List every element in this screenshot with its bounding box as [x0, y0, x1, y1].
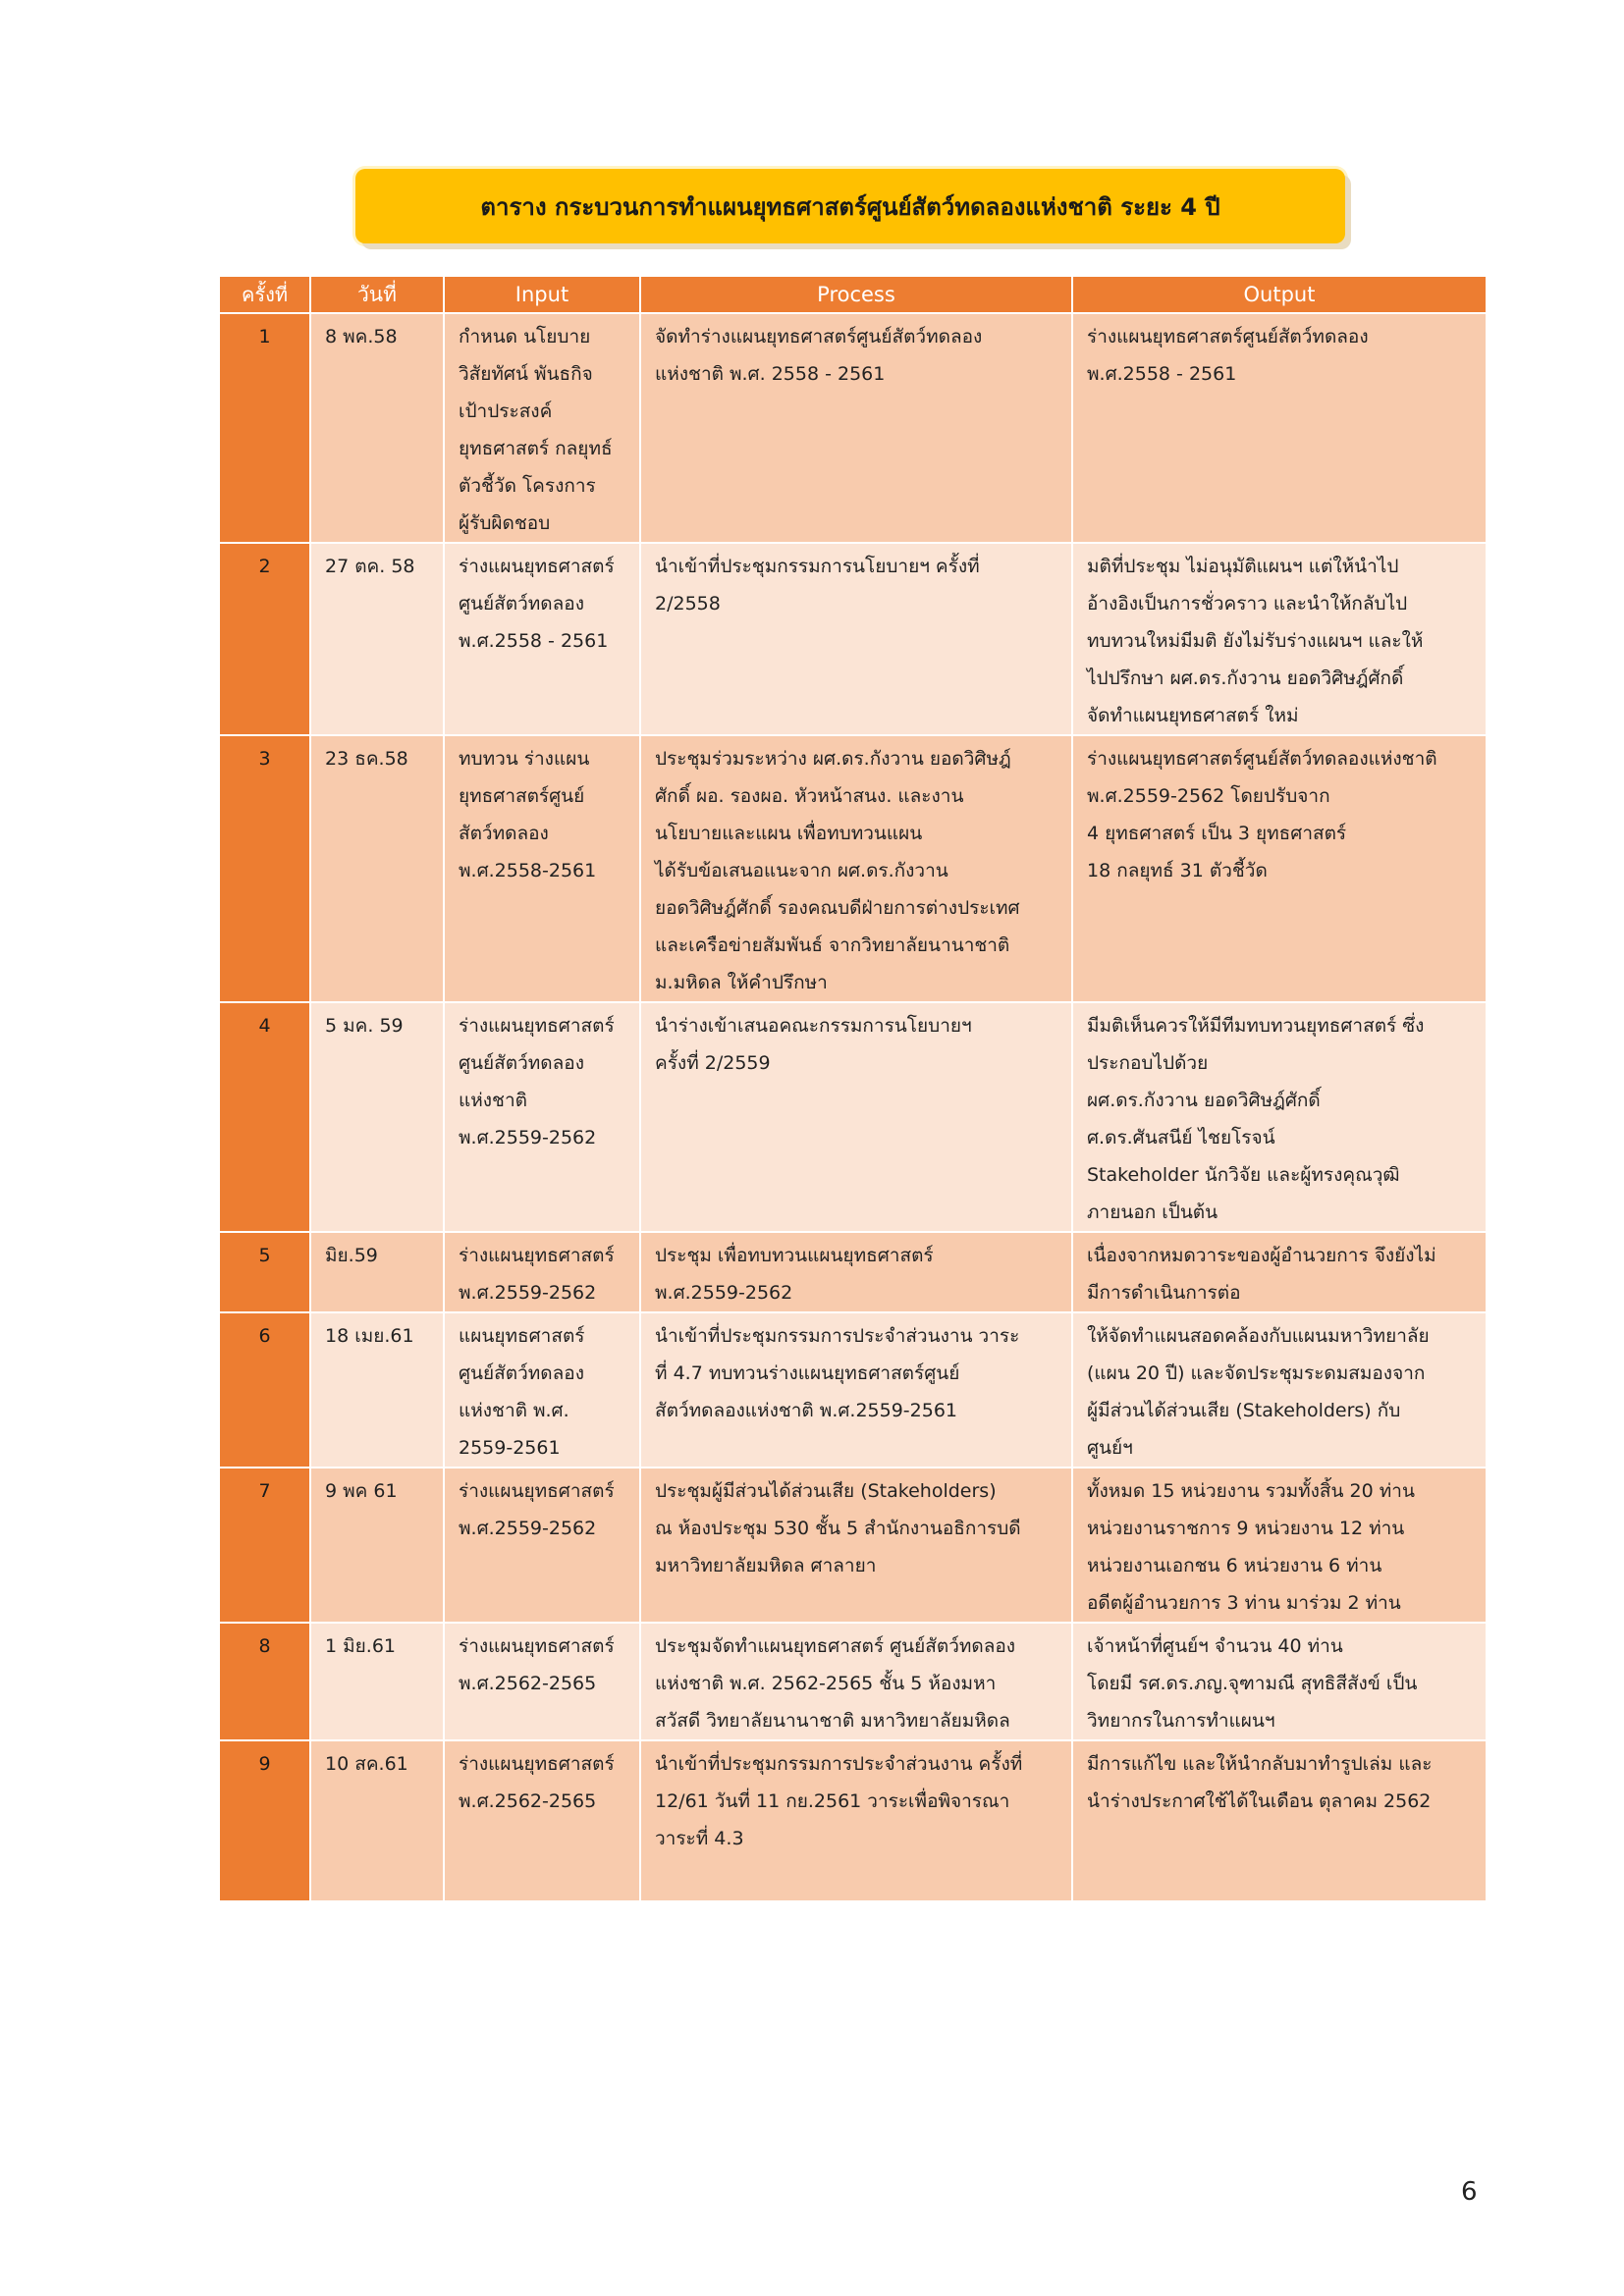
- table-row: [220, 543, 1487, 735]
- cell-output: มีการแก้ไข และให้นำกลับมาทำรูปเล่ม และ นำร่างประกาศใช้ได้ในเดือน ตุลาคม 2562: [1072, 1740, 1487, 1901]
- cell-no: 9: [220, 1740, 310, 1901]
- cell-no: 4: [220, 1002, 310, 1232]
- cell-output: ทั้งหมด 15 หน่วยงาน รวมทั้งสิ้น 20 ท่าน หน่วยงานราชการ 9 หน่วยงาน 12 ท่าน หน่วยงานเอกชน 6 หน่วยงาน 6 ท่าน อดีตผู้อำนวยการ 3 ท่าน มาร่วม 2 ท่าน: [1072, 1468, 1487, 1623]
- cell-date: 9 พค 61: [310, 1468, 444, 1623]
- cell-input: ร่างแผนยุทธศาสตร์ พ.ศ.2562-2565: [444, 1623, 640, 1740]
- cell-process: ประชุมร่วมระหว่าง ผศ.ดร.กังวาน ยอดวิศิษฎ์ ศักดิ์ ผอ. รองผอ. หัวหน้าสนง. และงาน นโยบายและแผน เพื่อทบทวนแผน ได้รับข้อเสนอแนะจาก ผศ.ดร.กังวาน ยอดวิศิษฎ์ศักดิ์ รองคณบดีฝ่ายการต่างประเทศ และเครือข่ายสัมพันธ์ จากวิทยาลัยนานาชาติ ม.มหิดล ให้คำปรึกษา: [640, 735, 1072, 1002]
- table-row: [220, 1740, 1487, 1901]
- cell-output: มีมติเห็นควรให้มีทีมทบทวนยุทธศาสตร์ ซึ่ง ประกอบไปด้วย ผศ.ดร.กังวาน ยอดวิศิษฎ์ศักดิ์ ศ.ดร.ศันสนีย์ ไชยโรจน์ Stakeholder นักวิจัย และผู้ทรงคุณวุฒิ ภายนอก เป็นต้น: [1072, 1002, 1487, 1232]
- table-row: [220, 735, 1487, 1002]
- cell-process: นำเข้าที่ประชุมกรรมการประจำส่วนงาน ครั้งที่ 12/61 วันที่ 11 กย.2561 วาระเพื่อพิจารณา วาระที่ 4.3: [640, 1740, 1072, 1901]
- header-input: Input: [444, 277, 640, 313]
- cell-output: เนื่องจากหมดวาระของผู้อำนวยการ จึงยังไม่ มีการดำเนินการต่อ: [1072, 1232, 1487, 1312]
- cell-process: ประชุมจัดทำแผนยุทธศาสตร์ ศูนย์สัตว์ทดลอง แห่งชาติ พ.ศ. 2562-2565 ชั้น 5 ห้องมหา สวัสดี วิทยาลัยนานาชาติ มหาวิทยาลัยมหิดล: [640, 1623, 1072, 1740]
- cell-date: 1 มิย.61: [310, 1623, 444, 1740]
- strategy-process-table: [220, 277, 1488, 1902]
- cell-output: ร่างแผนยุทธศาสตร์ศูนย์สัตว์ทดลองแห่งชาติ พ.ศ.2559-2562 โดยปรับจาก 4 ยุทธศาสตร์ เป็น 3 ยุทธศาสตร์ 18 กลยุทธ์ 31 ตัวชี้วัด: [1072, 735, 1487, 1002]
- cell-date: 5 มค. 59: [310, 1002, 444, 1232]
- cell-input: ร่างแผนยุทธศาสตร์ พ.ศ.2562-2565: [444, 1740, 640, 1901]
- table-row: [220, 313, 1487, 543]
- cell-date: 10 สค.61: [310, 1740, 444, 1901]
- table-title-banner: [355, 169, 1345, 243]
- cell-input: ร่างแผนยุทธศาสตร์ พ.ศ.2559-2562: [444, 1468, 640, 1623]
- cell-output: มติที่ประชุม ไม่อนุมัติแผนฯ แต่ให้นำไป อ้างอิงเป็นการชั่วคราว และนำให้กลับไป ทบทวนใหม่มีมติ ยังไม่รับร่างแผนฯ และให้ ไปปรึกษา ผศ.ดร.กังวาน ยอดวิศิษฎ์ศักดิ์ จัดทำแผนยุทธศาสตร์ ใหม่: [1072, 543, 1487, 735]
- header-process: Process: [640, 277, 1072, 313]
- cell-no: 7: [220, 1468, 310, 1623]
- cell-process: จัดทำร่างแผนยุทธศาสตร์ศูนย์สัตว์ทดลอง แห่งชาติ พ.ศ. 2558 - 2561: [640, 313, 1072, 543]
- cell-input: ทบทวน ร่างแผน ยุทธศาสตร์ศูนย์ สัตว์ทดลอง พ.ศ.2558-2561: [444, 735, 640, 1002]
- cell-no: 3: [220, 735, 310, 1002]
- header-date: วันที่: [310, 277, 444, 313]
- cell-output: ให้จัดทำแผนสอดคล้องกับแผนมหาวิทยาลัย (แผน 20 ปี) และจัดประชุมระดมสมองจาก ผู้มีส่วนได้ส่วนเสีย (Stakeholders) กับ ศูนย์ฯ: [1072, 1312, 1487, 1468]
- cell-input: ร่างแผนยุทธศาสตร์ ศูนย์สัตว์ทดลอง พ.ศ.2558 - 2561: [444, 543, 640, 735]
- cell-process: นำร่างเข้าเสนอคณะกรรมการนโยบายฯ ครั้งที่ 2/2559: [640, 1002, 1072, 1232]
- table-row: [220, 1468, 1487, 1623]
- cell-date: มิย.59: [310, 1232, 444, 1312]
- header-no: ครั้งที่: [220, 277, 310, 313]
- cell-process: นำเข้าที่ประชุมกรรมการนโยบายฯ ครั้งที่ 2/2558: [640, 543, 1072, 735]
- cell-date: 18 เมย.61: [310, 1312, 444, 1468]
- cell-no: 2: [220, 543, 310, 735]
- cell-no: 5: [220, 1232, 310, 1312]
- table-header-row: [220, 277, 1487, 313]
- table-title: ตาราง กระบวนการทำแผนยุทธศาสตร์ศูนย์สัตว์ทดลองแห่งชาติ ระยะ 4 ปี: [480, 192, 1220, 221]
- cell-input: แผนยุทธศาสตร์ ศูนย์สัตว์ทดลอง แห่งชาติ พ.ศ. 2559-2561: [444, 1312, 640, 1468]
- table-row: [220, 1232, 1487, 1312]
- cell-date: 27 ตค. 58: [310, 543, 444, 735]
- cell-input: กำหนด นโยบาย วิสัยทัศน์ พันธกิจ เป้าประสงค์ ยุทธศาสตร์ กลยุทธ์ ตัวชี้วัด โครงการ ผู้รับผิดชอบ: [444, 313, 640, 543]
- table-row: [220, 1312, 1487, 1468]
- cell-process: นำเข้าที่ประชุมกรรมการประจำส่วนงาน วาระ ที่ 4.7 ทบทวนร่างแผนยุทธศาสตร์ศูนย์ สัตว์ทดลองแห่งชาติ พ.ศ.2559-2561: [640, 1312, 1072, 1468]
- cell-no: 6: [220, 1312, 310, 1468]
- table-row: [220, 1623, 1487, 1740]
- header-output: Output: [1072, 277, 1487, 313]
- cell-output: เจ้าหน้าที่ศูนย์ฯ จำนวน 40 ท่าน โดยมี รศ.ดร.ภญ.จุฑามณี สุทธิสีสังข์ เป็น วิทยากรในการทำแผนฯ: [1072, 1623, 1487, 1740]
- cell-no: 8: [220, 1623, 310, 1740]
- cell-input: ร่างแผนยุทธศาสตร์ ศูนย์สัตว์ทดลอง แห่งชาติ พ.ศ.2559-2562: [444, 1002, 640, 1232]
- cell-date: 8 พค.58: [310, 313, 444, 543]
- cell-no: 1: [220, 313, 310, 543]
- page-number: 6: [1461, 2177, 1478, 2207]
- cell-output: ร่างแผนยุทธศาสตร์ศูนย์สัตว์ทดลอง พ.ศ.2558 - 2561: [1072, 313, 1487, 543]
- cell-date: 23 ธค.58: [310, 735, 444, 1002]
- cell-input: ร่างแผนยุทธศาสตร์ พ.ศ.2559-2562: [444, 1232, 640, 1312]
- cell-process: ประชุม เพื่อทบทวนแผนยุทธศาสตร์ พ.ศ.2559-2562: [640, 1232, 1072, 1312]
- cell-process: ประชุมผู้มีส่วนได้ส่วนเสีย (Stakeholders) ณ ห้องประชุม 530 ชั้น 5 สำนักงานอธิการบดี มหาวิทยาลัยมหิดล ศาลายา: [640, 1468, 1072, 1623]
- table-row: [220, 1002, 1487, 1232]
